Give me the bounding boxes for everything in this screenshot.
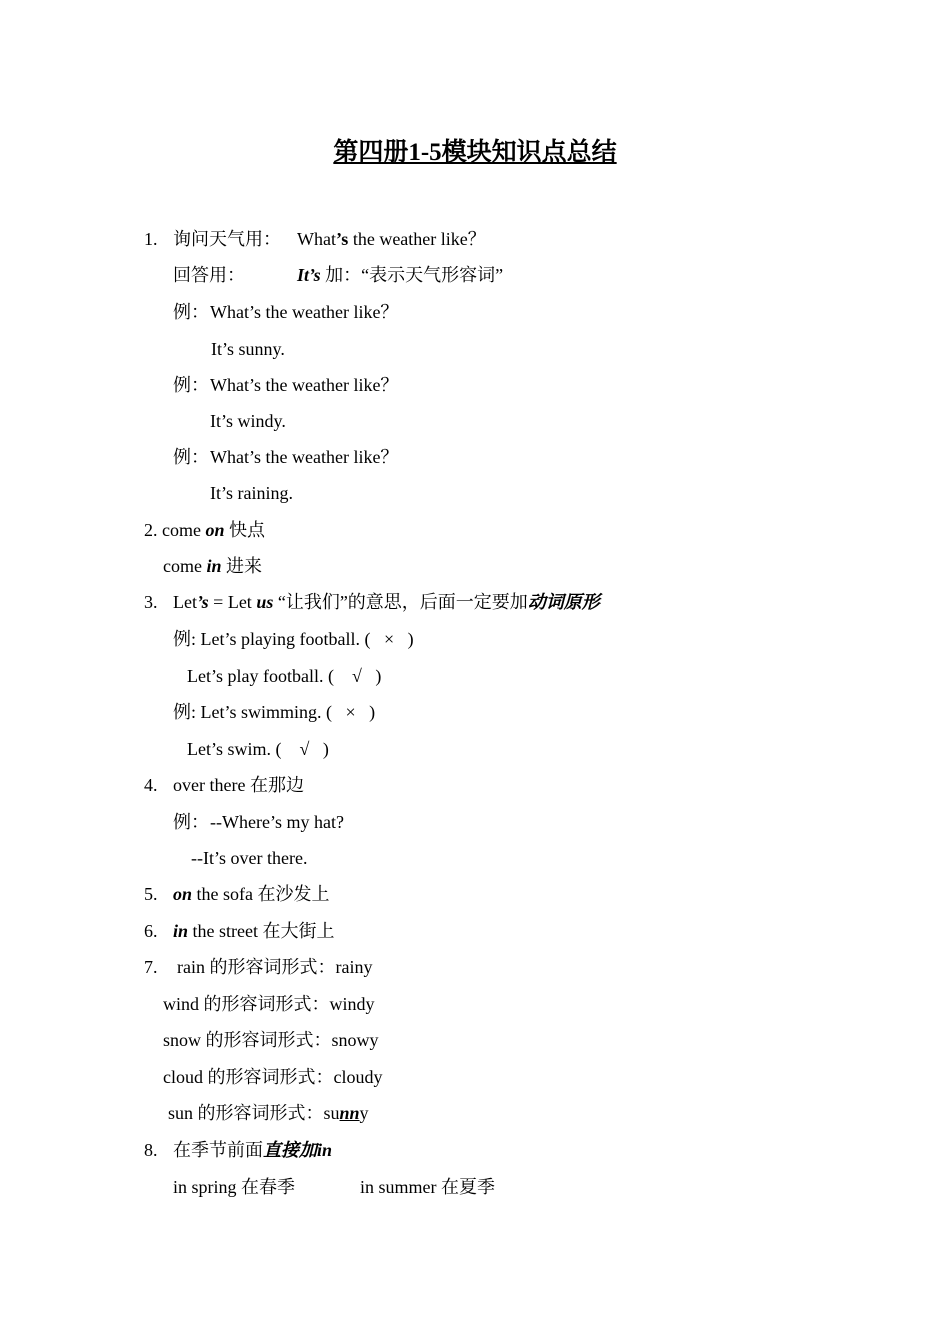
on-the-sofa (173, 883, 330, 905)
form-part: sun 的形容词形式：su (168, 1103, 340, 1123)
phrase-meaning: 快点 (224, 520, 265, 540)
phrase-bold: in (206, 556, 222, 576)
ask-phrase-part: What (297, 229, 336, 249)
item-number-4: 4. (144, 775, 158, 795)
item-number-2: 2. (144, 520, 158, 540)
adjective-form-snow: snow 的形容词形式：snowy (163, 1030, 379, 1050)
item-number-8: 8. (144, 1140, 158, 1160)
adjective-form-wind: wind 的形容词形式：windy (163, 994, 375, 1014)
phrase-bold: in (173, 921, 189, 941)
form-part: y (359, 1103, 369, 1123)
ask-weather-label: 询问天气用： (173, 229, 281, 249)
example-label: 例： (173, 375, 209, 395)
rule-part: 在季节前面 (173, 1140, 263, 1160)
adjective-form-cloud: cloud 的形容词形式：cloudy (163, 1067, 383, 1087)
phrase-part: come (163, 556, 207, 576)
page-title: 第四册1-5模块知识点总结 (333, 139, 617, 166)
ask-phrase-bold: ’s (335, 229, 349, 249)
example-wrong: 例: Let’s playing football. ( × ) (173, 629, 414, 649)
example-answer: --It’s over there. (191, 848, 308, 868)
answer-bold: It’s (297, 265, 321, 285)
item-number-6: 6. (144, 921, 158, 941)
adjective-form-rain: rain 的形容词形式：rainy (177, 957, 373, 977)
season-example-summer: in summer 在夏季 (360, 1177, 495, 1197)
phrase-part: come (157, 520, 206, 540)
rule-part: “让我们”的意思，后面一定要加 (273, 592, 528, 612)
phrase-rest: the sofa 在沙发上 (192, 884, 330, 904)
form-highlight: nn (339, 1103, 360, 1123)
item-2-line-1 (144, 519, 265, 541)
example-label: 例： (173, 447, 209, 467)
example-answer: It’s sunny. (211, 339, 285, 359)
phrase-meaning: 进来 (221, 556, 262, 576)
phrase-bold: on (173, 884, 193, 904)
in-the-street (173, 920, 335, 942)
ask-weather-phrase (297, 228, 486, 250)
answer-label: 回答用： (173, 265, 245, 285)
rule-bold: us (256, 592, 274, 612)
adjective-form-sun (168, 1102, 369, 1124)
lets-rule (173, 591, 600, 613)
example-answer: It’s raining. (210, 483, 293, 503)
item-number-7: 7. (144, 957, 158, 977)
example-question: --Where’s my hat? (210, 812, 344, 832)
answer-phrase (297, 264, 503, 286)
example-question: What’s the weather like？ (210, 302, 399, 322)
season-rule (173, 1139, 332, 1161)
example-label: 例： (173, 812, 209, 832)
example-right: Let’s swim. ( √ ) (187, 739, 329, 759)
item-number-3: 3. (144, 592, 158, 612)
rule-part: = Let (208, 592, 257, 612)
example-wrong: 例: Let’s swimming. ( × ) (173, 702, 376, 722)
season-example-spring: in spring 在春季 (173, 1177, 296, 1197)
answer-rest: 加：“表示天气形容词” (320, 265, 504, 285)
rule-bold: 直接加 (263, 1140, 317, 1160)
item-number-1: 1. (144, 229, 158, 249)
phrase-bold: on (205, 520, 225, 540)
example-right: Let’s play football. ( √ ) (187, 666, 382, 686)
item-2-line-2 (163, 555, 262, 577)
item-number-5: 5. (144, 884, 158, 904)
example-question: What’s the weather like？ (210, 447, 399, 467)
rule-bold: ’s (197, 592, 209, 612)
example-label: 例： (173, 302, 209, 322)
rule-bold: in (317, 1140, 333, 1160)
ask-phrase-rest: the weather like？ (348, 229, 486, 249)
rule-part: Let (173, 592, 197, 612)
phrase-rest: the street 在大街上 (188, 921, 335, 941)
over-there-phrase: over there 在那边 (173, 775, 304, 795)
example-question: What’s the weather like？ (210, 375, 399, 395)
rule-bold: 动词原形 (527, 592, 600, 612)
example-answer: It’s windy. (210, 411, 286, 431)
